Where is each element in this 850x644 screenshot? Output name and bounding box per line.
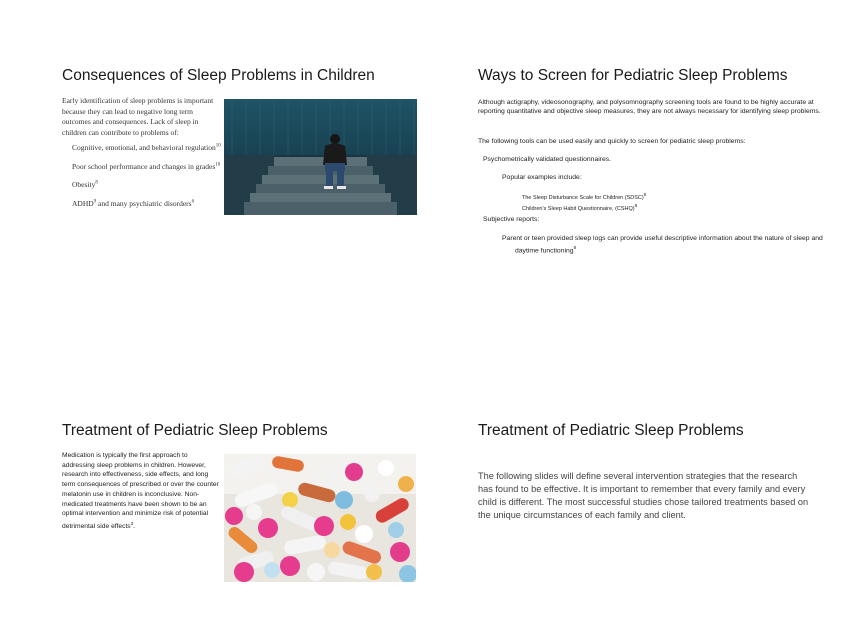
intro-paragraph: Early identification of sleep problems is important because they can lead to negative long term outcomes and consequences. Lack of sleep in children can contribute to problems of:: [62, 96, 214, 137]
list-item: Poor school performance and changes in grades$^{10}$: [72, 161, 221, 171]
intervention-paragraph: The following slides will define several intervention strategies that the research has found to be effective. It is important to remember that every family and every child is different. The most successful studies chose tailored treatments based on the unique circumstances of each family and client.: [478, 471, 809, 520]
slide-title: Ways to Screen for Pediatric Sleep Problems: [478, 67, 788, 84]
child-on-steps-image: [224, 99, 417, 215]
list-item: Children's Sleep Habit Questionnaire, (CSHQ)$^8$: [522, 203, 638, 213]
slide-title: Treatment of Pediatric Sleep Problems: [478, 422, 744, 439]
slide-title: Treatment of Pediatric Sleep Problems: [62, 422, 328, 439]
example-list: [522, 191, 822, 214]
bullet-subjective-reports: Subjective reports:: [483, 216, 540, 223]
list-item: ADHD$^9$ and many psychiatric disorders$^6$: [72, 198, 195, 208]
bullet-questionnaires: Psychometrically validated questionnaires.: [483, 156, 612, 163]
list-item: Obesity$^8$: [72, 180, 98, 190]
list-item: The Sleep Disturbance Scale for Children (SDSC)$^8$: [522, 192, 647, 201]
screening-intro: Although actigraphy, videosonography, and polysomnography screening tools are found to be highly accurate at reporting quantitative and objective sleep measures, they are not always necessary for identifying sleep problems.: [478, 99, 821, 115]
slide-consequences: [0, 0, 425, 322]
screening-tools-lead: The following tools can be used easily and quickly to screen for pediatric sleep problems:: [478, 138, 746, 145]
slide-treatment-medication: [0, 322, 425, 644]
bullet-sleep-logs: Parent or teen provided sleep logs can provide useful descriptive information about the nature of sleep and daytime functioning$^8$: [502, 235, 823, 255]
medication-paragraph: Medication is typically the first approach to addressing sleep problems in children. However, research into effectiveness, side effects, and long term consequences of prescribed or over the counter melatonin use in children is inconclusive. Non-medicated treatments have been shown to be an optimal intervention and minimize risk of potential detrimental side effects$^3$.: [62, 452, 219, 531]
list-item: Cognitive, emotional, and behavioral regulation$^{10}$: [72, 143, 221, 152]
consequence-list: [72, 143, 232, 217]
slide-screening: [425, 0, 850, 322]
slide-treatment-intro: [425, 322, 850, 644]
bullet-popular-examples: Popular examples include:: [502, 174, 582, 181]
pills-image: [224, 454, 416, 582]
slide-title: Consequences of Sleep Problems in Children: [62, 67, 375, 84]
